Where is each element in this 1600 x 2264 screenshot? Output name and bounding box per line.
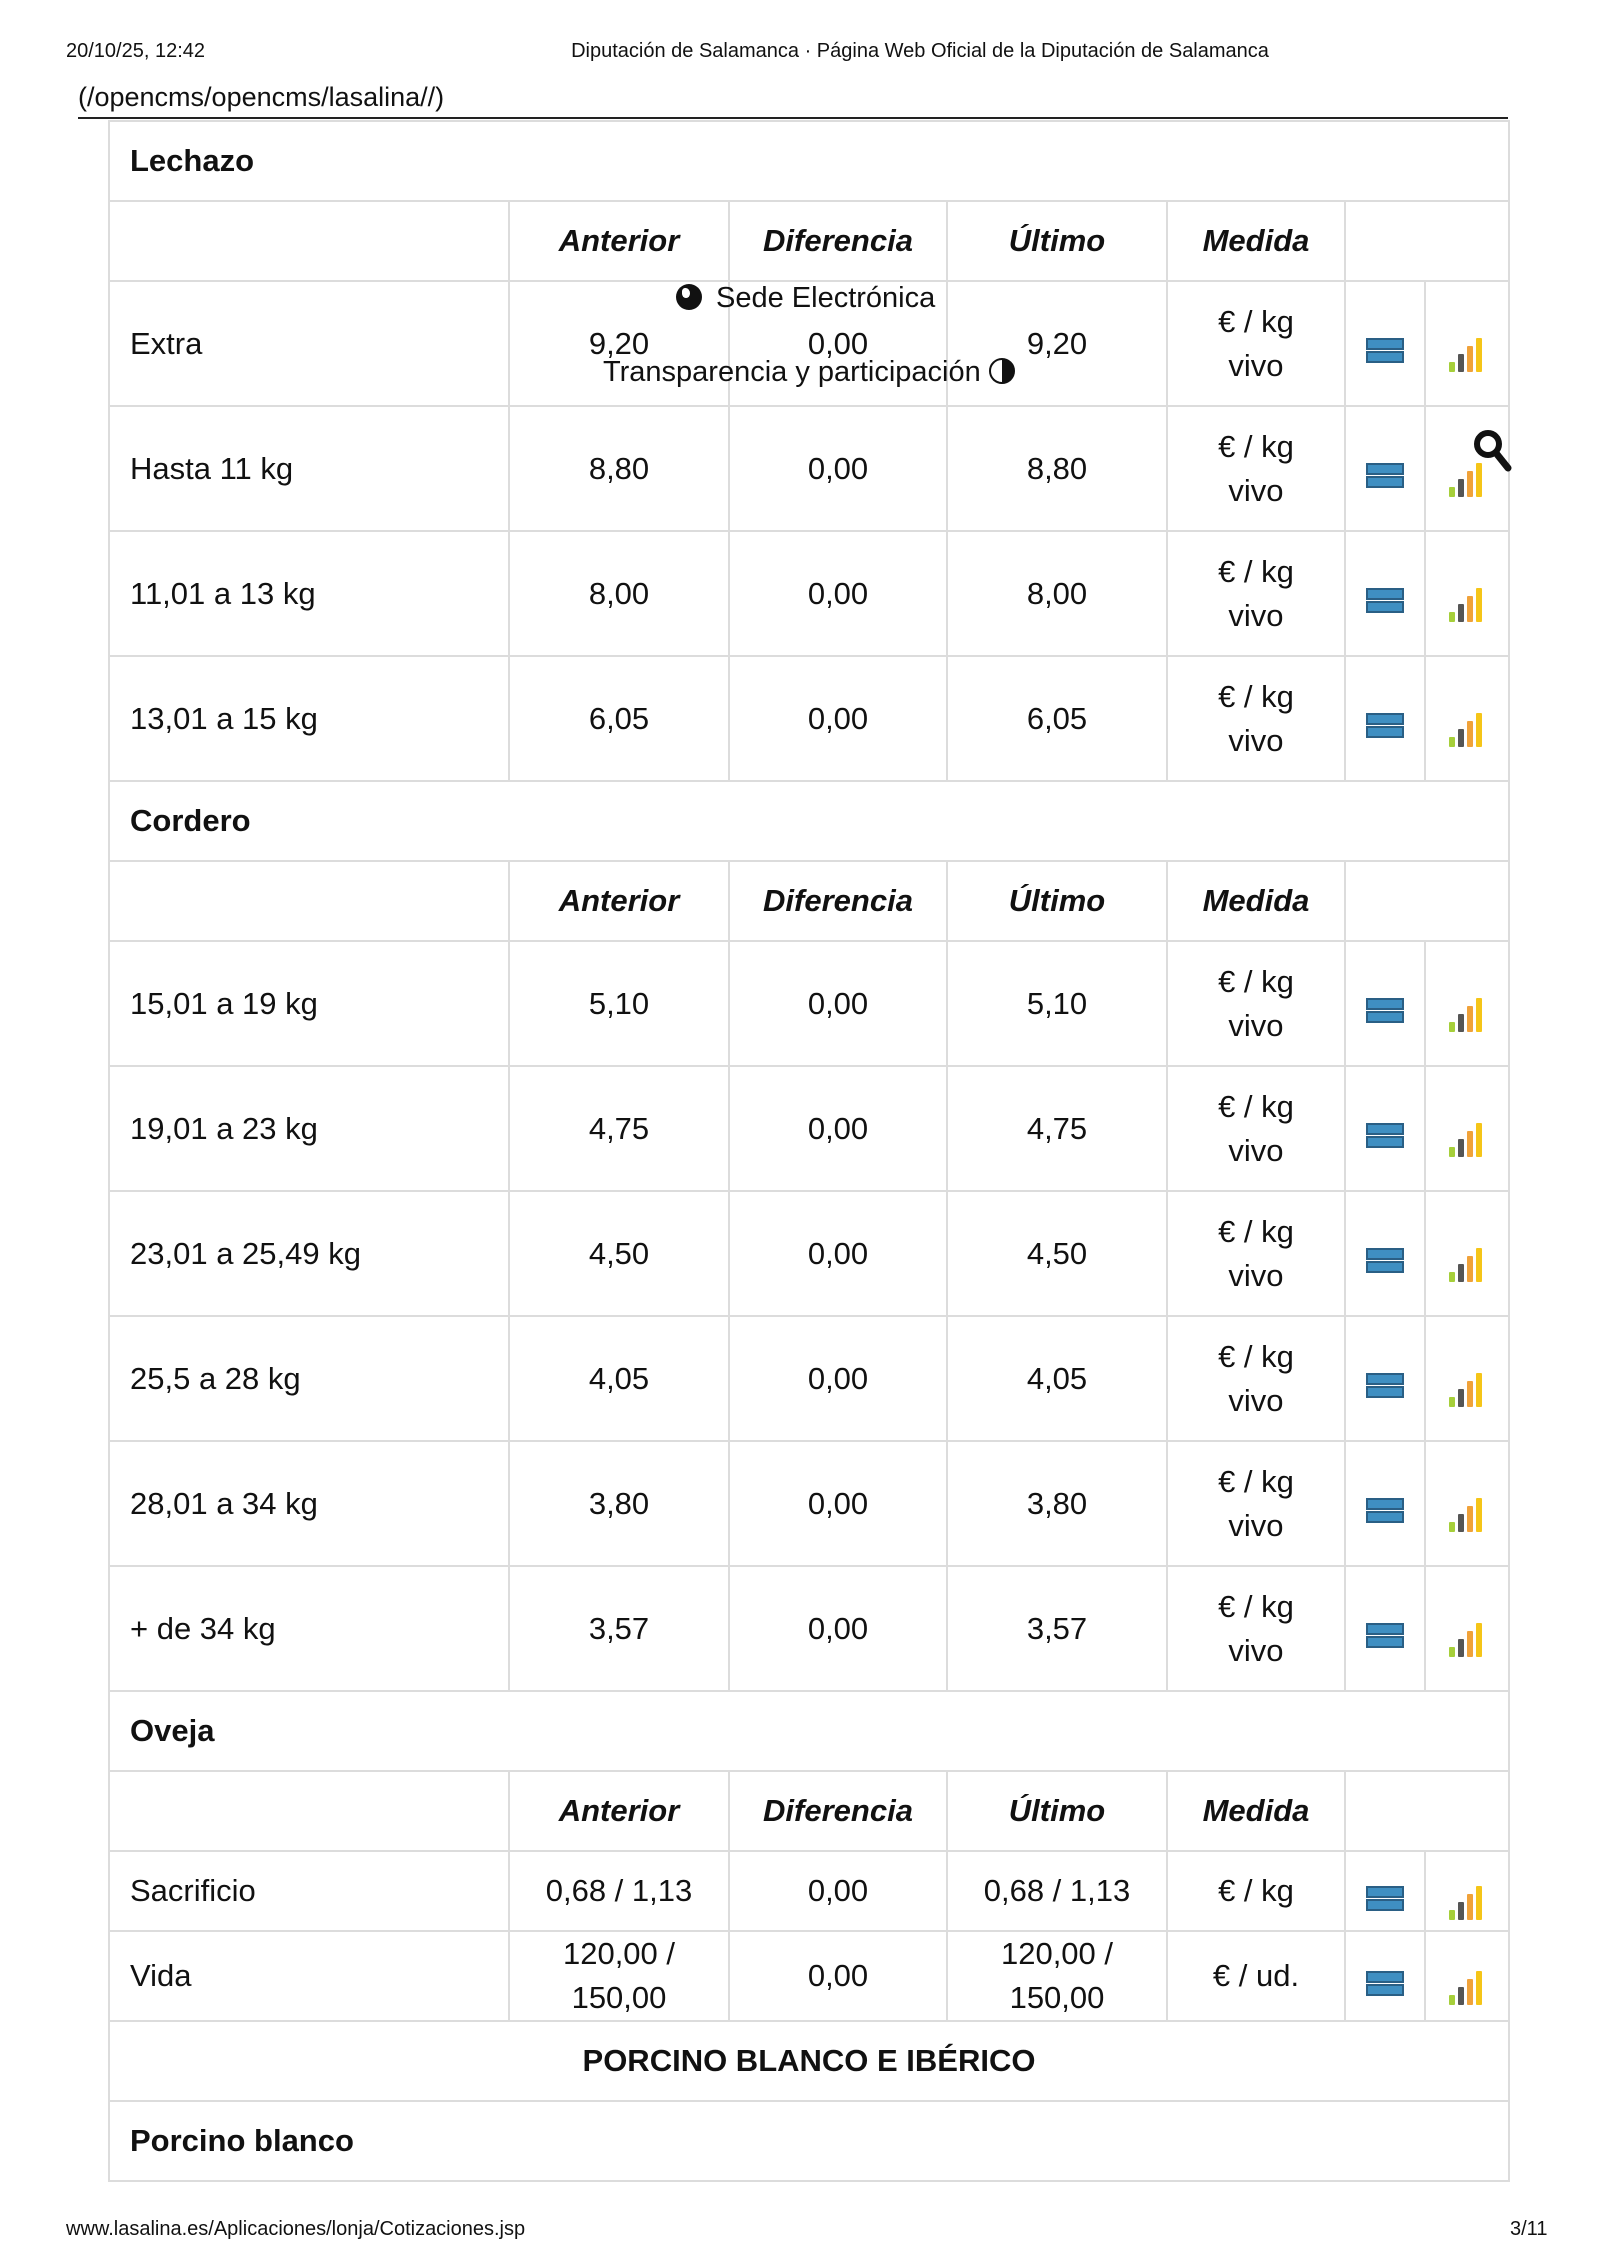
cell-medida: € / kg vivo [1167, 941, 1345, 1066]
cell-diferencia: 0,00 [729, 1316, 947, 1441]
database-icon [1366, 332, 1404, 358]
row-name: 28,01 a 34 kg [109, 1441, 509, 1566]
signal-bar [1458, 1014, 1464, 1032]
row-name: 25,5 a 28 kg [109, 1316, 509, 1441]
signal-bar [1458, 604, 1464, 622]
contrast-icon[interactable] [989, 358, 1015, 384]
category-banner: PORCINO BLANCO E IBÉRICO [109, 2021, 1509, 2101]
transparencia-link[interactable] [603, 356, 1015, 389]
database-icon [1366, 992, 1404, 1018]
history-button[interactable] [1345, 1066, 1425, 1191]
header-medida: Medida [1167, 861, 1345, 941]
signal-bar [1467, 1894, 1473, 1920]
quotes-table-container [108, 120, 1510, 2200]
signal-bar [1449, 1272, 1455, 1282]
signal-bar [1476, 713, 1482, 747]
cell-ultimo: 6,05 [947, 656, 1167, 781]
cell-medida: € / kg vivo [1167, 1066, 1345, 1191]
section-title-row [109, 121, 1509, 201]
database-icon [1366, 707, 1404, 733]
cell-diferencia: 0,00 [729, 1566, 947, 1691]
signal-bars-icon [1446, 1876, 1488, 1910]
database-icon [1366, 1117, 1404, 1143]
signal-bars-icon [1446, 1363, 1488, 1397]
cell-ultimo: 8,80 [947, 406, 1167, 531]
header-ultimo: Último [947, 861, 1167, 941]
header-diferencia: Diferencia [729, 201, 947, 281]
history-button[interactable] [1345, 941, 1425, 1066]
signal-bar [1449, 1995, 1455, 2005]
top-divider [78, 117, 1508, 119]
cell-anterior: 120,00 / 150,00 [509, 1931, 729, 2021]
signal-bar [1476, 338, 1482, 372]
signal-bar [1467, 1631, 1473, 1657]
signal-bar [1458, 729, 1464, 747]
table-row [109, 656, 1509, 781]
cell-anterior: 9,20 [509, 281, 729, 406]
signal-bar [1449, 1397, 1455, 1407]
cell-ultimo: 0,68 / 1,13 [947, 1851, 1167, 1931]
signal-bar [1476, 1498, 1482, 1532]
chart-button[interactable] [1425, 1316, 1509, 1441]
cell-diferencia: 0,00 [729, 1066, 947, 1191]
signal-bar [1467, 471, 1473, 497]
home-link[interactable]: (/opencms/opencms/lasalina//) [78, 82, 445, 112]
cell-diferencia: 0,00 [729, 531, 947, 656]
database-icon [1366, 1965, 1404, 1991]
signal-bar [1458, 1139, 1464, 1157]
cell-ultimo: 120,00 / 150,00 [947, 1931, 1167, 2021]
header-diferencia: Diferencia [729, 1771, 947, 1851]
chart-button[interactable] [1425, 656, 1509, 781]
signal-bar [1467, 1131, 1473, 1157]
header-icons [1345, 1771, 1509, 1851]
section-title-row [109, 1691, 1509, 1771]
history-button[interactable] [1345, 1931, 1425, 2021]
signal-bar [1449, 362, 1455, 372]
history-button[interactable] [1345, 1851, 1425, 1931]
row-name: 19,01 a 23 kg [109, 1066, 509, 1191]
signal-bar [1467, 346, 1473, 372]
cell-medida: € / kg vivo [1167, 406, 1345, 531]
database-icon [1366, 1492, 1404, 1518]
cell-diferencia: 0,00 [729, 1931, 947, 2021]
signal-bar [1476, 1623, 1482, 1657]
cell-anterior: 5,10 [509, 941, 729, 1066]
cell-ultimo: 4,75 [947, 1066, 1167, 1191]
section-title-row [109, 781, 1509, 861]
footer-page-number: 3/11 [1510, 2218, 1548, 2240]
print-date: 20/10/25, 12:42 [66, 40, 206, 62]
table-row [109, 406, 1509, 531]
database-icon [1366, 582, 1404, 608]
table-row [109, 1931, 1509, 2021]
signal-bar [1458, 1987, 1464, 2005]
signal-bar [1467, 1381, 1473, 1407]
cell-anterior: 8,00 [509, 531, 729, 656]
header-ultimo: Último [947, 201, 1167, 281]
signal-bars-icon [1446, 1613, 1488, 1647]
cell-ultimo: 3,57 [947, 1566, 1167, 1691]
cell-anterior: 3,57 [509, 1566, 729, 1691]
table-row [109, 1191, 1509, 1316]
header-icons [1345, 201, 1509, 281]
database-icon [1366, 1880, 1404, 1906]
cell-diferencia: 0,00 [729, 1441, 947, 1566]
signal-bar [1476, 588, 1482, 622]
signal-bars-icon [1446, 328, 1488, 362]
cell-medida: € / kg vivo [1167, 1566, 1345, 1691]
section-title: Porcino blanco [109, 2101, 1509, 2181]
cell-medida: € / kg vivo [1167, 1191, 1345, 1316]
signal-bar [1467, 721, 1473, 747]
signal-bars-icon [1446, 703, 1488, 737]
signal-bar [1449, 1022, 1455, 1032]
cell-ultimo: 9,20 [947, 281, 1167, 406]
header-medida: Medida [1167, 1771, 1345, 1851]
quotes-table-body [109, 121, 1509, 2181]
table-row [109, 1441, 1509, 1566]
cell-ultimo: 5,10 [947, 941, 1167, 1066]
signal-bar [1467, 596, 1473, 622]
history-button[interactable] [1345, 281, 1425, 406]
cell-medida: € / kg vivo [1167, 1316, 1345, 1441]
row-name: Extra [109, 281, 509, 406]
signal-bars-icon [1446, 988, 1488, 1022]
signal-bar [1449, 737, 1455, 747]
signal-bar [1458, 1389, 1464, 1407]
row-name: 11,01 a 13 kg [109, 531, 509, 656]
chart-button[interactable] [1425, 1066, 1509, 1191]
footer-url: www.lasalina.es/Aplicaciones/lonja/Cotizaciones.jsp [66, 2218, 526, 2240]
chart-button[interactable] [1425, 941, 1509, 1066]
cell-ultimo: 8,00 [947, 531, 1167, 656]
signal-bar [1449, 1910, 1455, 1920]
database-icon [1366, 457, 1404, 483]
chart-button[interactable] [1425, 531, 1509, 656]
cell-anterior: 4,75 [509, 1066, 729, 1191]
database-icon [1366, 1617, 1404, 1643]
table-row [109, 1316, 1509, 1441]
row-name: Sacrificio [109, 1851, 509, 1931]
table-row [109, 1851, 1509, 1931]
signal-bar [1476, 1123, 1482, 1157]
cell-medida: € / kg vivo [1167, 1441, 1345, 1566]
cell-diferencia: 0,00 [729, 1851, 947, 1931]
print-title: Diputación de Salamanca · Página Web Oficial de la Diputación de Salamanca [571, 40, 1269, 62]
history-button[interactable] [1345, 1316, 1425, 1441]
header-diferencia: Diferencia [729, 861, 947, 941]
section-title: Oveja [109, 1691, 1509, 1771]
signal-bar [1458, 1639, 1464, 1657]
row-name: 23,01 a 25,49 kg [109, 1191, 509, 1316]
signal-bars-icon [1446, 578, 1488, 612]
history-button[interactable] [1345, 1566, 1425, 1691]
cell-diferencia: 0,00 [729, 941, 947, 1066]
header-anterior: Anterior [509, 861, 729, 941]
column-header-row [109, 861, 1509, 941]
cell-anterior: 6,05 [509, 656, 729, 781]
search-icon[interactable] [1472, 428, 1512, 474]
cell-anterior: 3,80 [509, 1441, 729, 1566]
database-icon [1366, 1367, 1404, 1393]
column-header-row [109, 201, 1509, 281]
history-button[interactable] [1345, 406, 1425, 531]
signal-bar [1458, 1264, 1464, 1282]
header-medida: Medida [1167, 201, 1345, 281]
cell-anterior: 0,68 / 1,13 [509, 1851, 729, 1931]
chart-button[interactable] [1425, 1931, 1509, 2021]
cell-diferencia: 0,00 [729, 406, 947, 531]
signal-bar [1467, 1256, 1473, 1282]
signal-bar [1476, 1971, 1482, 2005]
cell-diferencia: 0,00 [729, 656, 947, 781]
history-button[interactable] [1345, 656, 1425, 781]
history-button[interactable] [1345, 1441, 1425, 1566]
signal-bars-icon [1446, 1961, 1488, 1995]
signal-bar [1449, 1647, 1455, 1657]
cell-anterior: 4,50 [509, 1191, 729, 1316]
row-name: Hasta 11 kg [109, 406, 509, 531]
cell-ultimo: 4,05 [947, 1316, 1167, 1441]
cell-anterior: 4,05 [509, 1316, 729, 1441]
signal-bar [1449, 1522, 1455, 1532]
signal-bar [1476, 998, 1482, 1032]
table-row [109, 531, 1509, 656]
table-row [109, 1566, 1509, 1691]
signal-bar [1458, 354, 1464, 372]
signal-bars-icon [1446, 1113, 1488, 1147]
cell-medida: € / kg vivo [1167, 656, 1345, 781]
section-title: Cordero [109, 781, 1509, 861]
sede-electronica-link[interactable] [676, 282, 935, 315]
chart-button[interactable] [1425, 1851, 1509, 1931]
signal-bar [1449, 487, 1455, 497]
header-anterior: Anterior [509, 201, 729, 281]
cell-anterior: 8,80 [509, 406, 729, 531]
history-button[interactable] [1345, 1191, 1425, 1316]
header-icons [1345, 861, 1509, 941]
cell-diferencia: 0,00 [729, 1191, 947, 1316]
cell-diferencia: 0,00 [729, 281, 947, 406]
table-row [109, 1066, 1509, 1191]
signal-bar [1458, 479, 1464, 497]
chart-button[interactable] [1425, 1566, 1509, 1691]
row-name: + de 34 kg [109, 1566, 509, 1691]
signal-bar [1458, 1902, 1464, 1920]
header-empty [109, 201, 509, 281]
header-empty [109, 861, 509, 941]
cell-medida: € / kg vivo [1167, 531, 1345, 656]
header-anterior: Anterior [509, 1771, 729, 1851]
signal-bar [1467, 1979, 1473, 2005]
signal-bar [1467, 1506, 1473, 1532]
quotes-table [108, 120, 1510, 2182]
signal-bar [1449, 612, 1455, 622]
history-button[interactable] [1345, 531, 1425, 656]
signal-bars-icon [1446, 1488, 1488, 1522]
section-title-row [109, 2101, 1509, 2181]
cell-ultimo: 4,50 [947, 1191, 1167, 1316]
chart-button[interactable] [1425, 1191, 1509, 1316]
cell-medida: € / kg [1167, 1851, 1345, 1931]
table-row [109, 941, 1509, 1066]
cell-ultimo: 3,80 [947, 1441, 1167, 1566]
row-name: Vida [109, 1931, 509, 2021]
cell-medida: € / kg vivo [1167, 281, 1345, 406]
chart-button[interactable] [1425, 281, 1509, 406]
cell-medida: € / ud. [1167, 1931, 1345, 2021]
signal-bar [1467, 1006, 1473, 1032]
signal-bar [1449, 1147, 1455, 1157]
sede-electronica-label: Sede Electrónica [716, 282, 936, 314]
row-name: 13,01 a 15 kg [109, 656, 509, 781]
signal-bars-icon [1446, 1238, 1488, 1272]
signal-bar [1458, 1514, 1464, 1532]
row-name: 15,01 a 19 kg [109, 941, 509, 1066]
chart-button[interactable] [1425, 1441, 1509, 1566]
signal-bar [1476, 1886, 1482, 1920]
signal-bar [1476, 1373, 1482, 1407]
header-ultimo: Último [947, 1771, 1167, 1851]
signal-bar [1476, 1248, 1482, 1282]
globe-icon [676, 284, 702, 310]
transparencia-label: Transparencia y participación [603, 356, 981, 388]
database-icon [1366, 1242, 1404, 1268]
category-banner-row [109, 2021, 1509, 2101]
column-header-row [109, 1771, 1509, 1851]
section-title: Lechazo [109, 121, 1509, 201]
header-empty [109, 1771, 509, 1851]
